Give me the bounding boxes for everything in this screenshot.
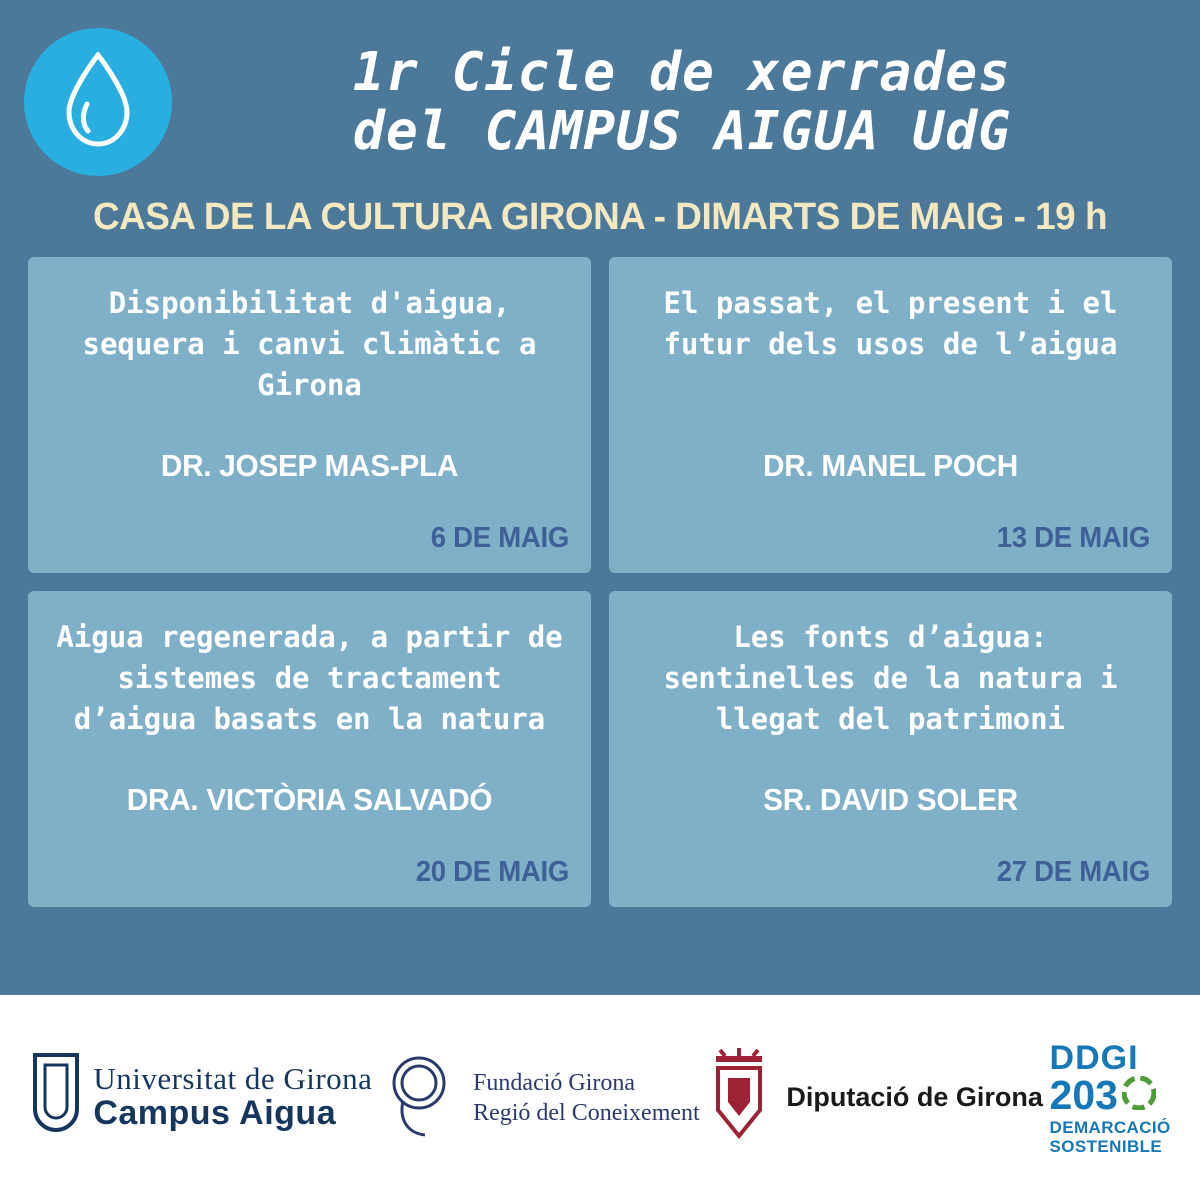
footer-logos — [0, 995, 1200, 1200]
talk-card[interactable] — [609, 591, 1172, 907]
talk-card[interactable] — [609, 257, 1172, 573]
water-drop-logo — [24, 28, 172, 176]
fundacio-spiral-icon — [379, 1049, 459, 1146]
logo-ddgi-sostenible — [1049, 1038, 1171, 1156]
udg-line-1: Universitat de Girona — [93, 1061, 373, 1097]
diputacio-label: Diputació de Girona — [786, 1082, 1043, 1112]
talk-title: Aigua regenerada, a partir de sistemes de tractament d’aigua basats en la natura — [56, 620, 563, 737]
logo-fundacio-girona — [379, 1049, 700, 1146]
ddgi-line-4: SOSTENIBLE — [1049, 1136, 1163, 1156]
talk-speaker: DR. MANEL POCH — [762, 448, 1018, 483]
logo-diputacio-de-girona — [706, 1048, 1043, 1147]
talks-grid — [0, 257, 1200, 907]
talk-speaker: SR. DAVID SOLER — [763, 782, 1018, 817]
poster-subtitle: CASA DE LA CULTURA GIRONA - DIMARTS DE MAIG - 19 h — [93, 196, 1107, 238]
talk-card[interactable] — [28, 591, 591, 907]
udg-mark-icon — [29, 1049, 83, 1146]
talk-title: Les fonts d’aigua: sentinelles de la natura i llegat del patrimoni — [663, 620, 1118, 737]
fundacio-line-2: Regió del Coneixement — [473, 1099, 700, 1126]
sdg-wheel-icon — [1122, 1076, 1156, 1114]
talk-speaker: DRA. VICTÒRIA SALVADÓ — [126, 782, 493, 817]
poster-title — [198, 43, 1176, 162]
talk-card[interactable] — [28, 257, 591, 573]
poster-title-line-1: 1r Cicle de xerrades — [352, 41, 1012, 103]
talk-title: Disponibilitat d'aigua, sequera i canvi climàtic a Girona — [82, 286, 537, 403]
poster-header — [0, 0, 1200, 186]
ddgi-line-2: 203 — [1049, 1071, 1118, 1118]
talk-speaker: DR. JOSEP MAS-PLA — [160, 448, 459, 483]
talk-date: 13 DE MAIG — [996, 522, 1150, 554]
ddgi-line-1: DDGI — [1049, 1038, 1139, 1077]
ddgi-line-3: DEMARCACIÓ — [1049, 1117, 1171, 1137]
logo-universitat-de-girona — [29, 1049, 372, 1146]
diputacio-shield-icon — [706, 1048, 772, 1147]
fundacio-line-1: Fundació Girona — [473, 1069, 636, 1096]
talk-title: El passat, el present i el futur dels usos de l’aigua — [663, 286, 1118, 362]
talk-date: 6 DE MAIG — [430, 522, 569, 554]
talk-date: 27 DE MAIG — [996, 856, 1150, 888]
udg-line-2: Campus Aigua — [93, 1093, 337, 1132]
talk-date: 20 DE MAIG — [415, 856, 569, 888]
poster-title-line-2: del CAMPUS AIGUA UdG — [352, 101, 1012, 162]
water-drop-icon — [61, 52, 135, 153]
